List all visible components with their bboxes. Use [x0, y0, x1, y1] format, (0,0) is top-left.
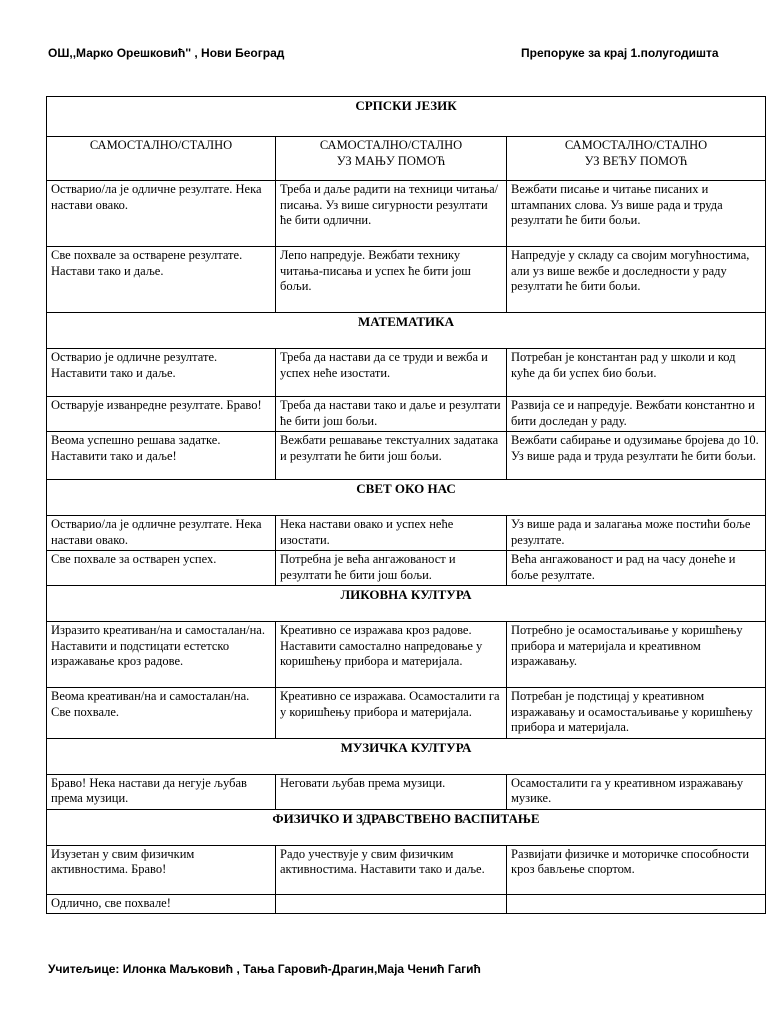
recommendation-cell: Вежбати сабирање и одузимање бројева до 10. Уз више рада и труда резултати ће бити бољи.	[507, 432, 766, 480]
column-header: САМОСТАЛНО/СТАЛНО УЗ ВЕЋУ ПОМОЋ	[507, 137, 766, 181]
recommendation-cell: Радо учествује у свим физичким активностима. Наставити тако и даље.	[276, 845, 507, 894]
recommendation-cell: Осамосталити га у креативном изражавању музике.	[507, 774, 766, 809]
recommendations-table	[46, 96, 766, 914]
recommendation-cell: Остварио је одличне резултате. Наставити тако и даље.	[47, 349, 276, 397]
recommendation-cell: Остварио/ла је одличне резултате. Нека настави овако.	[47, 516, 276, 551]
recommendation-cell: Развијати физичке и моторичке способности кроз бављење спортом.	[507, 845, 766, 894]
recommendation-cell: Све похвале за остварен успех.	[47, 551, 276, 586]
column-header-row	[47, 137, 766, 181]
section-title: МАТЕМАТИКА	[47, 313, 766, 349]
recommendation-cell: Потребна је већа ангажованост и резултати ће бити још бољи.	[276, 551, 507, 586]
recommendation-cell: Потребан је константан рад у школи и код куће да би успех био бољи.	[507, 349, 766, 397]
table-row	[47, 774, 766, 809]
table-row	[47, 551, 766, 586]
table-row	[47, 349, 766, 397]
section-title: СВЕТ ОКО НАС	[47, 480, 766, 516]
table-row	[47, 432, 766, 480]
recommendation-cell: Све похвале за остварене резултате. Настави тако и даље.	[47, 247, 276, 313]
recommendation-cell	[276, 894, 507, 914]
section-title: МУЗИЧКА КУЛТУРА	[47, 738, 766, 774]
recommendation-cell: Одлично, све похвале!	[47, 894, 276, 914]
school-name: ОШ,,Марко Орешковић'' , Нови Београд	[48, 46, 285, 60]
section-header-row	[47, 97, 766, 137]
table-row	[47, 181, 766, 247]
document-title: Препоруке за крај 1.полугодишта	[521, 46, 719, 60]
table-row	[47, 397, 766, 432]
section-header-row	[47, 809, 766, 845]
section-header-row	[47, 313, 766, 349]
recommendation-cell: Креативно се изражава. Осамосталити га у коришћењу прибора и материјала.	[276, 688, 507, 739]
table-row	[47, 247, 766, 313]
recommendation-cell: Потребно је осамостаљивање у коришћењу прибора и материјала и креативном изражавању.	[507, 622, 766, 688]
recommendation-cell: Вежбати писање и читање писаних и штампаних слова. Уз више рада и труда резултати ће бити бољи.	[507, 181, 766, 247]
section-title: ФИЗИЧКО И ЗДРАВСТВЕНО ВАСПИТАЊЕ	[47, 809, 766, 845]
table-row	[47, 845, 766, 894]
teachers-signature: Учитељице: Илонка Маљковић , Тања Гаровић-Драгин,Маја Ченић Гагић	[48, 962, 481, 976]
recommendation-cell: Нека настави овако и успех неће изостати.	[276, 516, 507, 551]
recommendation-cell: Напредује у складу са својим могућностима, али уз више вежбе и доследности у раду резултати ће бити бољи.	[507, 247, 766, 313]
recommendation-cell: Уз више рада и залагања може постићи боље резултате.	[507, 516, 766, 551]
recommendation-cell: Изузетан у свим физичким активностима. Браво!	[47, 845, 276, 894]
recommendation-cell: Треба да настави да се труди и вежба и успех неће изостати.	[276, 349, 507, 397]
recommendation-cell: Браво! Нека настави да негује љубав према музици.	[47, 774, 276, 809]
recommendation-cell: Лепо напредује. Вежбати технику читања-писања и успех ће бити још бољи.	[276, 247, 507, 313]
recommendation-cell: Неговати љубав према музици.	[276, 774, 507, 809]
recommendation-cell: Потребан је подстицај у креативном изражавању и осамостаљивање у коришћењу прибора и материјала.	[507, 688, 766, 739]
table-row	[47, 516, 766, 551]
table-body	[47, 97, 766, 914]
recommendation-cell: Вежбати решавање текстуалних задатака и резултати ће бити још бољи.	[276, 432, 507, 480]
section-title: ЛИКОВНА КУЛТУРА	[47, 586, 766, 622]
section-header-row	[47, 480, 766, 516]
table-row	[47, 688, 766, 739]
column-header: САМОСТАЛНО/СТАЛНО УЗ МАЊУ ПОМОЋ	[276, 137, 507, 181]
recommendation-cell: Остварио/ла је одличне резултате. Нека настави овако.	[47, 181, 276, 247]
column-header: САМОСТАЛНО/СТАЛНО	[47, 137, 276, 181]
recommendation-cell: Остварује изванредне резултате. Браво!	[47, 397, 276, 432]
recommendation-cell: Треба да настави тако и даље и резултати ће бити још бољи.	[276, 397, 507, 432]
table-row	[47, 622, 766, 688]
recommendation-cell: Изразито креативан/на и самосталан/на. Наставити и подстицати естетско изражавање кроз радове.	[47, 622, 276, 688]
recommendation-cell	[507, 894, 766, 914]
recommendation-cell: Креативно се изражава кроз радове. Наставити самостално напредовање у коришћењу прибора и материјала.	[276, 622, 507, 688]
section-header-row	[47, 586, 766, 622]
recommendation-cell: Веома успешно решава задатке. Наставити тако и даље!	[47, 432, 276, 480]
recommendation-cell: Веома креативан/на и самосталан/на. Све похвале.	[47, 688, 276, 739]
section-title: СРПСКИ ЈЕЗИК	[47, 97, 766, 137]
section-header-row	[47, 738, 766, 774]
recommendation-cell: Треба и даље радити на техници читања/ писања. Уз више сигурности резултати ће бити одлични.	[276, 181, 507, 247]
recommendation-cell: Развија се и напредује. Вежбати константно и бити доследан у раду.	[507, 397, 766, 432]
recommendation-cell: Већа ангажованост и рад на часу донеће и боље резултате.	[507, 551, 766, 586]
table-row	[47, 894, 766, 914]
